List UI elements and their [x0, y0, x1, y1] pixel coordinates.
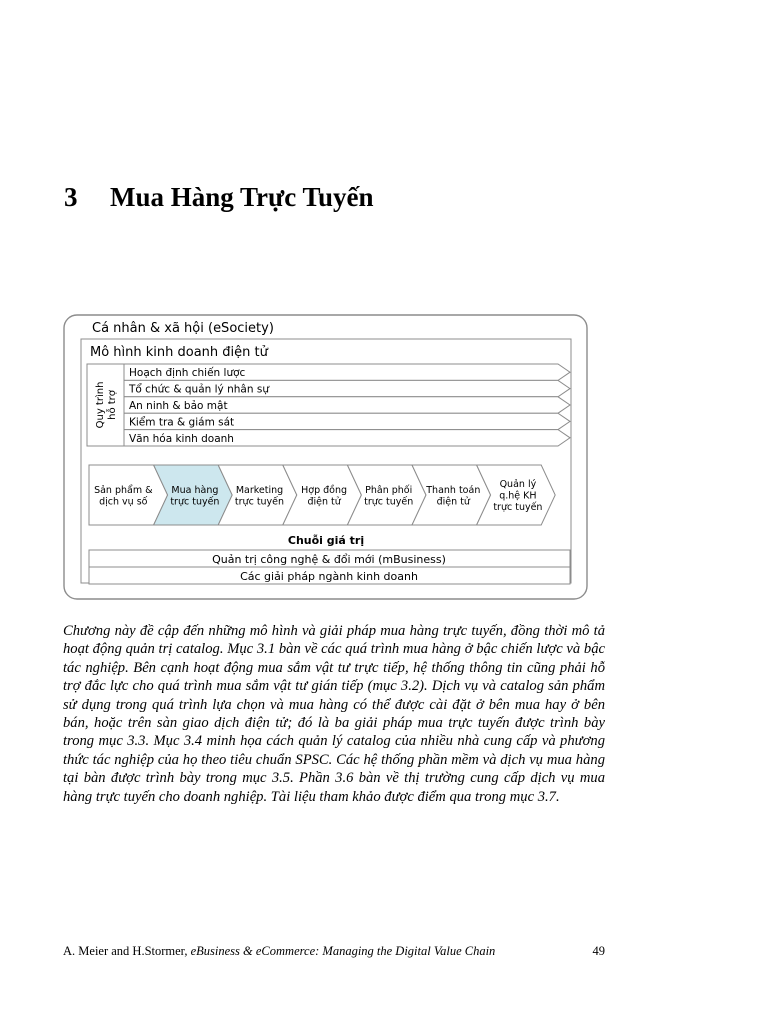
value-chain-step-label: trực tuyến — [493, 502, 543, 513]
support-process-label: Hoạch định chiến lược — [129, 367, 246, 380]
value-chain-step-label: Sản phẩm & — [94, 484, 153, 496]
esociety-title: Cá nhân & xã hội (eSociety) — [92, 321, 274, 336]
value-chain-title: Chuỗi giá trị — [287, 534, 365, 547]
chapter-heading — [64, 182, 374, 213]
support-process-rows — [124, 364, 570, 446]
value-chain-step-label: Phân phối — [365, 484, 413, 496]
page-number: 49 — [592, 944, 605, 958]
mbusiness-row-label: Quản trị công nghệ & đổi mới (mBusiness) — [212, 553, 446, 566]
diagram-canvas — [60, 312, 590, 602]
business-model-title: Mô hình kinh doanh điện tử — [90, 345, 268, 360]
industry-solutions-row-label: Các giải pháp ngành kinh doanh — [240, 570, 418, 583]
value-chain-step-label: Mua hàng — [171, 484, 219, 496]
footer-authors: A. Meier and H.Stormer, — [63, 944, 191, 958]
value-chain-step-label: trực tuyến — [364, 496, 414, 508]
support-process-label: Kiểm tra & giám sát — [129, 416, 235, 429]
value-chain — [89, 465, 555, 525]
ebusiness-framework-diagram — [60, 312, 590, 602]
value-chain-step-label: Marketing — [235, 484, 284, 496]
support-label-line1: Quy trình — [95, 381, 106, 429]
footer-book-title: eBusiness & eCommerce: Managing the Digital Value Chain — [190, 944, 496, 958]
support-process-label: An ninh & bảo mật — [129, 400, 228, 412]
value-chain-step-label: Hợp đồng — [301, 484, 348, 496]
support-process-label: Tổ chức & quản lý nhân sự — [129, 383, 269, 396]
value-chain-step-label: điện tử — [307, 496, 341, 508]
value-chain-step-label: Quản lý — [499, 479, 537, 490]
value-chain-step-label: Thanh toán — [426, 484, 481, 496]
chapter-number: 3 — [64, 182, 78, 212]
value-chain-step-label: q.hệ KH — [499, 490, 537, 502]
page-footer — [63, 944, 605, 959]
support-process-label: Văn hóa kinh doanh — [129, 432, 234, 445]
chapter-title: Mua Hàng Trực Tuyến — [110, 182, 374, 212]
value-chain-step-label: dịch vụ số — [99, 496, 148, 508]
value-chain-step-label: điện tử — [436, 496, 470, 508]
chapter-intro-paragraph: Chương này đề cập đến những mô hình và giải pháp mua hàng trực tuyến, đồng thời mô tả hoạt động quản trị catalog. Mục 3.1 bàn về các quá trình mua hàng ở bậc chiến lược và bậc tác nghiệp. Bên cạnh hoạt động mua sắm vật tư trực tiếp, hệ thống thông tin cũng phải hỗ trợ đắc lực cho quá trình mua sắm vật tư gián tiếp (mục 3.2). Dịch vụ và catalog sản phẩm sử dụng trong quá trình lựa chọn và mua hàng có thể được cài đặt ở bên mua hay ở bên bán, hoặc trên sàn giao dịch điện tử; đó là ba giải pháp mua trực tuyến được trình bày trong mục 3.3. Mục 3.4 minh họa cách quản lý catalog của nhiều nhà cung cấp và phương thức tác nghiệp của họ theo tiêu chuẩn SPSC. Các hệ thống phần mềm và dịch vụ mua hàng tại bàn được trình bày trong mục 3.5. Phần 3.6 bàn về thị trường cung cấp dịch vụ mua hàng trực tuyến cho doanh nghiệp. Tài liệu tham khảo được điểm qua trong mục 3.7. — [63, 623, 605, 805]
value-chain-step-label: trực tuyến — [170, 496, 220, 508]
support-label-line2: hỗ trợ — [107, 390, 118, 420]
value-chain-step-label: trực tuyến — [234, 496, 285, 508]
